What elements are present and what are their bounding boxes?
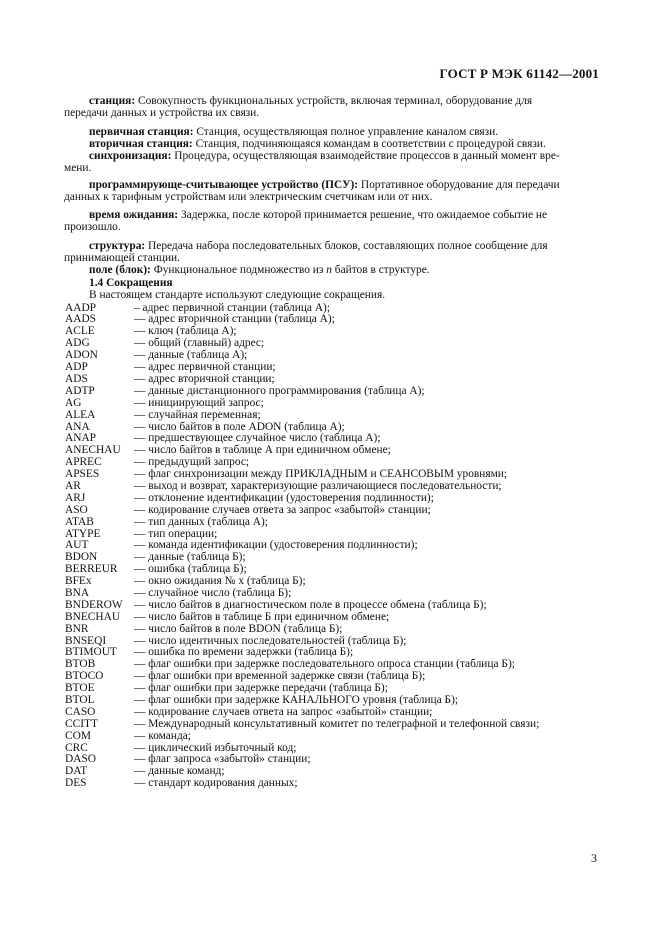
- definition-variable: n: [326, 263, 332, 276]
- definition-term: структура:: [89, 240, 146, 253]
- abbreviation-description: – адрес первичной станции (таблица А);: [134, 301, 331, 314]
- abbreviation-code: BTOL: [65, 693, 95, 706]
- abbreviation-row: [65, 624, 597, 636]
- definition-text: Задержка, после которой принимается решение, что ожидаемое событие не: [178, 209, 548, 222]
- abbreviation-description: — адрес первичной станции;: [134, 361, 276, 374]
- definition-text: Станция, осуществляющая полное управление каналом связи.: [193, 125, 499, 138]
- definition-continuation: мени.: [64, 161, 92, 174]
- abbreviation-description: — предшествующее случайное число (таблица А);: [134, 432, 381, 445]
- definition-text: Станция, подчиняющаяся командам в соответствии с процедурой связи.: [192, 137, 546, 150]
- abbreviation-code: CRC: [65, 741, 88, 754]
- definition-text: Функциональное подмножество из: [150, 263, 327, 276]
- abbreviation-row: [65, 410, 597, 422]
- abbreviation-description: — Международный консультативный комитет по телеграфной и телефонной связи;: [134, 717, 540, 730]
- abbreviation-description: — число байтов в таблице А при единичном обмене;: [134, 444, 391, 457]
- abbreviation-code: BNR: [65, 622, 89, 635]
- abbreviation-description: — флаг ошибки при задержке КАНАЛЬНОГО уровня (таблица Б);: [134, 693, 459, 706]
- abbreviation-description: — тип операции;: [134, 527, 218, 540]
- definition-term: синхронизация:: [89, 149, 172, 162]
- definition-continuation: принимающей станции.: [64, 251, 181, 264]
- definition-term: первичная станция:: [89, 125, 194, 138]
- abbreviation-description: — кодирование случаев ответа на запрос «забытой» станции;: [134, 705, 433, 718]
- abbreviation-code: ADG: [65, 337, 90, 350]
- abbreviation-code: ANA: [65, 420, 90, 433]
- abbreviation-description: — команда идентификации (удостоверения подлинности);: [134, 539, 418, 552]
- abbreviation-description: — флаг ошибки при временной задержке связи (таблица Б);: [134, 670, 426, 683]
- abbreviation-description: — циклический избыточный код;: [134, 741, 297, 754]
- abbreviation-row: [65, 493, 597, 505]
- abbreviation-code: BFEx: [65, 575, 92, 588]
- abbreviation-code: DES: [65, 777, 87, 790]
- abbreviation-list: [65, 303, 597, 791]
- abbreviation-code: ATAB: [65, 515, 94, 528]
- section-intro: В настоящем стандарте используют следующие сокращения.: [89, 288, 386, 301]
- abbreviation-description: — предыдущий запрос;: [134, 456, 250, 469]
- abbreviation-description: — окно ожидания № x (таблица Б);: [134, 575, 306, 588]
- abbreviation-description: — команда;: [134, 729, 191, 742]
- definition-term: станция:: [89, 95, 136, 107]
- abbreviation-description: — число идентичных последовательностей (таблица Б);: [134, 634, 407, 647]
- abbreviation-code: COM: [65, 729, 91, 742]
- abbreviation-code: ADON: [65, 349, 98, 362]
- definition-text-end: байтов в структуре.: [331, 263, 430, 276]
- abbreviation-code: ASO: [65, 503, 88, 516]
- abbreviation-code: AUT: [65, 539, 89, 552]
- abbreviation-code: BERREUR: [65, 563, 118, 576]
- definition-item: [64, 149, 597, 175]
- abbreviation-code: BNECHAU: [65, 610, 121, 623]
- abbreviation-code: APSES: [65, 468, 100, 481]
- abbreviation-code: CASO: [65, 705, 96, 718]
- abbreviation-code: BTIMOUT: [65, 646, 117, 659]
- abbreviation-code: BTOCO: [65, 670, 104, 683]
- abbreviation-description: — число байтов в диагностическом поле в процессе обмена (таблица Б);: [134, 598, 487, 611]
- page-number: 3: [591, 851, 597, 865]
- abbreviation-row: [65, 719, 597, 731]
- abbreviation-description: — ключ (таблица А);: [134, 325, 237, 338]
- abbreviation-description: — инициирующий запрос;: [134, 396, 264, 409]
- abbreviation-row: [65, 386, 597, 398]
- abbreviation-code: ANAP: [65, 432, 97, 445]
- abbreviation-code: BTOE: [65, 682, 95, 695]
- abbreviation-description: — данные (таблица А);: [134, 349, 248, 362]
- abbreviation-code: CCITT: [65, 717, 98, 730]
- definition-term: время ожидания:: [89, 209, 179, 222]
- definition-term: вторичная станция:: [89, 137, 193, 150]
- abbreviation-code: ADP: [65, 361, 88, 374]
- document-body: [64, 95, 597, 790]
- abbreviation-code: AADP: [65, 301, 97, 314]
- abbreviation-row: [65, 707, 597, 719]
- abbreviation-code: AG: [65, 396, 82, 409]
- abbreviation-description: — флаг ошибки при задержке передачи (таблица Б);: [134, 682, 388, 695]
- abbreviation-description: — данные (таблица Б);: [134, 551, 246, 564]
- abbreviation-code: DASO: [65, 753, 97, 766]
- abbreviation-description: — кодирование случаев ответа за запрос «забытой» станции;: [134, 503, 431, 516]
- abbreviation-code: DAT: [65, 765, 88, 778]
- abbreviation-row: [65, 600, 597, 612]
- definition-item: [64, 95, 597, 120]
- abbreviation-description: — адрес вторичной станции;: [134, 372, 275, 385]
- abbreviation-description: — ошибка (таблица Б);: [134, 563, 247, 576]
- abbreviation-row: [65, 612, 597, 624]
- abbreviation-description: — число байтов в поле ADON (таблица А);: [134, 420, 345, 433]
- abbreviation-description: — общий (главный) адрес;: [134, 337, 265, 350]
- abbreviation-description: — адрес вторичной станции (таблица А);: [134, 313, 335, 326]
- abbreviation-code: ADS: [65, 372, 88, 385]
- abbreviation-code: BNDEROW: [65, 598, 123, 611]
- abbreviation-description: — случайное число (таблица Б);: [134, 586, 292, 599]
- abbreviation-description: — число байтов в таблице Б при единичном обмене;: [134, 610, 390, 623]
- definition-continuation: данных к тарифным устройствам или электрическим счетчикам или от них.: [64, 191, 433, 204]
- abbreviation-row: [65, 731, 597, 743]
- page-header: ГОСТ Р МЭК 61142—2001: [439, 66, 599, 81]
- abbreviation-code: ACLE: [65, 325, 95, 338]
- abbreviation-description: — флаг ошибки при задержке последовательного опроса станции (таблица Б);: [134, 658, 515, 671]
- abbreviation-description: — тип данных (таблица А);: [134, 515, 268, 528]
- abbreviation-code: AADS: [65, 313, 97, 326]
- abbreviation-description: — флаг запроса «забытой» станции;: [134, 753, 311, 766]
- abbreviation-code: ATYPE: [65, 527, 101, 540]
- definition-text: Процедура, осуществляющая взаимодействие процессов в данный момент вре-: [171, 149, 560, 162]
- abbreviation-code: ALEA: [65, 408, 96, 421]
- definition-text: Совокупность функциональных устройств, включая терминал, оборудование для: [135, 95, 533, 107]
- abbreviation-code: BDON: [65, 551, 98, 564]
- abbreviation-code: ADTP: [65, 384, 95, 397]
- abbreviation-code: AR: [65, 479, 81, 492]
- abbreviation-description: — данные команд;: [134, 765, 225, 778]
- abbreviation-description: — ошибка по времени задержки (таблица Б);: [134, 646, 354, 659]
- abbreviation-description: — отклонение идентификации (удостоверения подлинности);: [134, 491, 434, 504]
- definition-field: [89, 265, 597, 277]
- definition-item: [64, 240, 597, 265]
- definition-item: [64, 179, 597, 204]
- abbreviation-code: ARJ: [65, 491, 86, 504]
- abbreviation-description: — случайная переменная;: [134, 408, 261, 421]
- definitions-block: [64, 95, 597, 265]
- abbreviation-description: — флаг синхронизации между ПРИКЛАДНЫМ и СЕАНСОВЫМ уровнями;: [134, 468, 508, 481]
- abbreviation-description: — выход и возврат, характеризующие различающиеся последовательности;: [134, 479, 502, 492]
- definition-continuation: передачи данных и устройства их связи.: [64, 106, 260, 119]
- abbreviation-row: [65, 517, 597, 529]
- definition-text: Портативное оборудование для передачи: [358, 179, 560, 192]
- abbreviation-code: BNSEQI: [65, 634, 107, 647]
- definition-continuation: произошло.: [64, 221, 121, 234]
- abbreviation-code: ANECHAU: [65, 444, 121, 457]
- definition-text: Передача набора последовательных блоков, составляющих полное сообщение для: [145, 240, 548, 253]
- abbreviation-code: APREC: [65, 456, 102, 469]
- abbreviation-code: BTOB: [65, 658, 96, 671]
- abbreviation-row: [65, 505, 597, 517]
- definition-term: поле (блок):: [89, 263, 151, 276]
- abbreviation-description: — стандарт кодирования данных;: [134, 777, 298, 790]
- abbreviation-row: [65, 778, 597, 790]
- abbreviation-description: — данные дистанционного программирования (таблица А);: [134, 384, 425, 397]
- section-title: 1.4 Сокращения: [89, 276, 173, 289]
- abbreviation-description: — число байтов в поле BDON (таблица Б);: [134, 622, 343, 635]
- definition-item: [64, 209, 597, 234]
- definition-term: программирующе-считывающее устройство (ПСУ):: [89, 179, 359, 192]
- abbreviation-row: [65, 398, 597, 410]
- abbreviation-code: BNA: [65, 586, 90, 599]
